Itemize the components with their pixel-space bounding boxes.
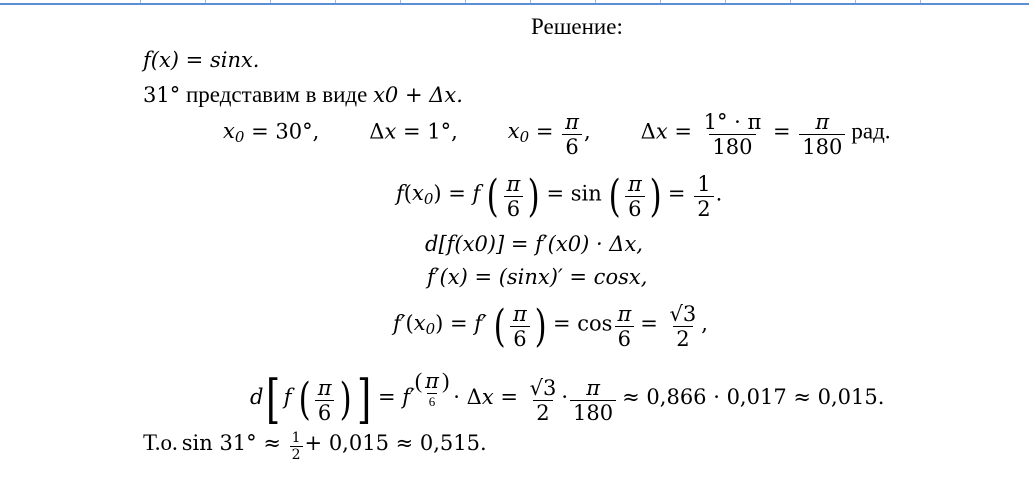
derivative-formula: f′(x) = (sinx)′ = cosx, xyxy=(427,265,648,289)
final-calculation-line: d[ f ( $\frac{\pi}{6}$ ) ] = f′( $\frac{\pi}{6}$ ) · Δx = $\frac{√3}{2}$ · $\frac{\pi}{180}$ ≈ 0,866 · 0,017 ≈ 0,015. xyxy=(250,368,885,431)
approx-product: 0,866 · 0,017 xyxy=(646,385,787,409)
radians-unit: рад. xyxy=(851,118,891,144)
conclusion-prefix: Т.о. xyxy=(143,430,178,456)
pi-over-180-fraction: $\frac{\pi}{180}$ xyxy=(570,376,616,425)
conclusion-line: Т.о. sin 31° ≈ $\frac{1}{2}$ + 0,015 ≈ 0,515. xyxy=(143,430,487,463)
conclusion-func: sin 31° xyxy=(181,431,257,456)
fx0-line: $f(x_0) = f$ ( $\frac{\pi}{6}$ ) = sin ( $\frac{\pi}{6}$ ) = $\frac{1}{2}$ . xyxy=(396,170,723,222)
sqrt3-over-2-fraction: $\frac{√3}{2}$ xyxy=(529,375,557,425)
approx-result: 0,015. xyxy=(817,385,885,409)
fprime-arg-fraction: $\frac{\pi}{6}$ xyxy=(510,302,530,351)
represent-text: представим в виде xyxy=(185,82,368,107)
sin-func: sin xyxy=(570,181,602,206)
given-line: $x_0 = 30^\circ$, Δx = 1°, $x_0$ = $\frac{\pi}{6}$ , Δx = $\frac{1^\circ \cdot \pi}{180}$ = $\frac{\pi}{180}$ рад. xyxy=(223,110,891,160)
fx0-arg-fraction: $\frac{\pi}{6}$ xyxy=(503,172,523,221)
fprime-line: $f'(x_0) = f'$ ( $\frac{\pi}{6}$ ) = cos $\frac{\pi}{6}$ = $\frac{√3}{2}$ , xyxy=(393,300,708,352)
differential-formula: d[f(x0)] = f′(x0) · Δx, xyxy=(425,232,643,256)
conclusion-result: 0,515. xyxy=(419,431,487,456)
sqrt3-half-fraction: $\frac{√3}{2}$ xyxy=(669,302,697,352)
dx-conversion-fraction: $\frac{1^\circ \cdot \pi}{180}$ xyxy=(703,110,762,160)
ruler xyxy=(0,0,1029,5)
conclusion-plus: + 0,015 xyxy=(304,431,389,456)
represent-expr: x0 + Δx. xyxy=(373,83,463,107)
angle-value: 31° xyxy=(143,83,181,107)
half-fraction: $\frac{1}{2}$ xyxy=(694,172,713,221)
superscript-fraction: $\frac{\pi}{6}$ xyxy=(425,369,439,409)
conclusion-half-fraction: $\frac{1}{2}$ xyxy=(291,430,301,463)
x0-radians-fraction: $\frac{\pi}{6}$ xyxy=(562,110,582,159)
cos-func: cos xyxy=(577,311,613,336)
dx-degrees: 1° xyxy=(427,119,452,144)
ruler-line xyxy=(0,3,1029,5)
solution-heading: Решение: xyxy=(531,14,623,39)
cos-arg-fraction: $\frac{\pi}{6}$ xyxy=(614,302,634,351)
dx-radians-fraction: $\frac{\pi}{180}$ xyxy=(799,110,845,159)
represent-line xyxy=(143,82,463,108)
function-definition: f(x) = sinx. xyxy=(143,48,260,72)
sin-arg-fraction: $\frac{\pi}{6}$ xyxy=(625,172,645,221)
final-arg-fraction: $\frac{\pi}{6}$ xyxy=(315,376,335,425)
x0-degrees: 30° xyxy=(275,119,313,144)
